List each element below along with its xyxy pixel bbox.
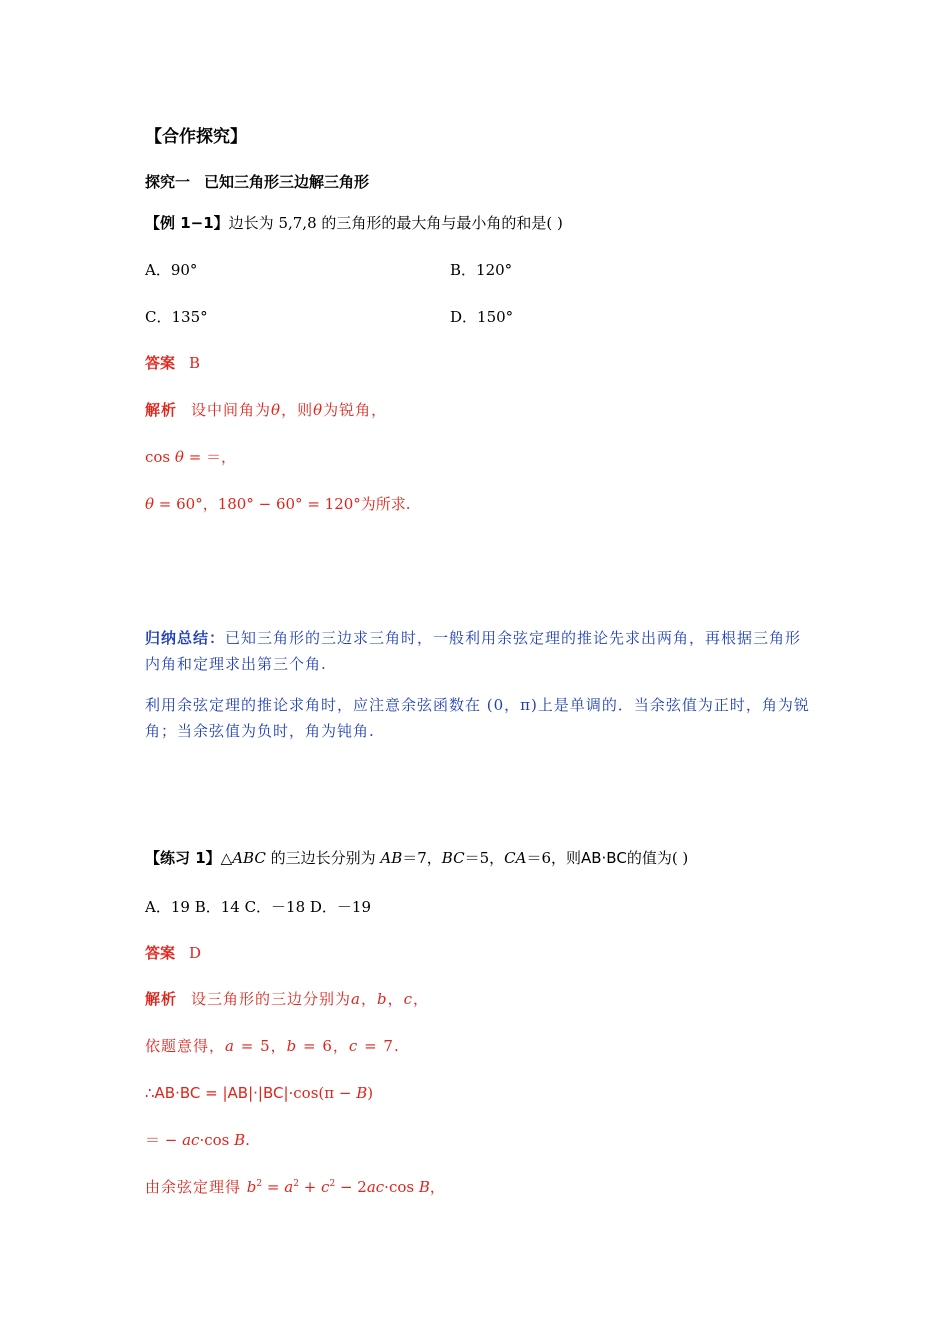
eq-sign: = xyxy=(262,1178,285,1196)
minus-term: − 2 xyxy=(335,1178,367,1196)
q-text: ＝7， xyxy=(402,849,442,867)
separator: ， xyxy=(387,990,404,1008)
var-a: a xyxy=(284,1178,294,1196)
cos-text: ·cos(π − xyxy=(288,1084,357,1102)
exponent: 2 xyxy=(256,1179,263,1189)
result-text: = 60°，180° − 60° = 120°为所求. xyxy=(154,495,411,513)
value-text: = 6， xyxy=(297,1037,349,1055)
exercise-analysis-line-3 xyxy=(145,1083,373,1103)
subsection-heading xyxy=(145,172,369,192)
answer-value: B xyxy=(189,354,201,372)
comma: ， xyxy=(429,1178,445,1196)
var-a: a xyxy=(225,1037,235,1055)
exponent: 2 xyxy=(329,1179,336,1189)
var-B: B xyxy=(234,1131,246,1149)
example-option-d: D．150° xyxy=(450,308,514,326)
paren: ) xyxy=(367,1084,374,1102)
cos-text: ·cos xyxy=(199,1131,235,1149)
cos-text: ·cos xyxy=(384,1178,419,1196)
vector-expression: AB·BC = |AB|·|BC| xyxy=(154,1084,289,1102)
var-a: a xyxy=(351,990,361,1008)
plus-sign: + xyxy=(298,1178,322,1196)
separator: ， xyxy=(413,990,430,1008)
exercise-analysis-line-2 xyxy=(145,1036,400,1056)
separator: ， xyxy=(360,990,377,1008)
theta-var: θ xyxy=(174,448,184,466)
example-question-text: 边长为 5,7,8 的三角形的最大角与最小角的和是( ) xyxy=(228,214,563,232)
example-option-c: C．135° xyxy=(145,308,208,326)
example-cos-line xyxy=(145,447,236,467)
var-c: c xyxy=(321,1178,330,1196)
var-b: b xyxy=(286,1037,298,1055)
var-ca: CA xyxy=(504,849,527,867)
vector-product: AB·BC xyxy=(580,849,627,867)
analysis-text: 由余弦定理得 xyxy=(145,1178,247,1196)
analysis-label: 解析 xyxy=(145,990,178,1008)
q-text: ＝5， xyxy=(464,849,505,867)
var-bc: BC xyxy=(441,849,465,867)
example-analysis-line-1 xyxy=(145,400,387,420)
example-option-b: B．120° xyxy=(450,261,513,279)
exercise-question xyxy=(145,848,688,868)
summary-label: 归纳总结： xyxy=(145,629,226,647)
example-result-line xyxy=(145,494,411,514)
triangle-symbol: △ xyxy=(220,849,233,867)
answer-label: 答案 xyxy=(145,944,176,962)
summary-paragraph-1 xyxy=(145,625,810,677)
q-text: 的三边长分别为 xyxy=(265,849,381,867)
analysis-text: ，则 xyxy=(281,401,314,419)
exercise-analysis-line-1 xyxy=(145,989,429,1009)
var-ac: ac xyxy=(366,1178,385,1196)
exercise-tag: 【练习 1】 xyxy=(145,849,221,867)
var-abc: ABC xyxy=(232,849,266,867)
theta-var: θ xyxy=(145,495,155,513)
example-answer xyxy=(145,353,200,373)
cos-text: cos xyxy=(145,448,171,466)
exercise-analysis-line-5 xyxy=(145,1177,445,1197)
var-B: B xyxy=(356,1084,368,1102)
q-text: ＝6，则 xyxy=(526,849,581,867)
theta-var: θ xyxy=(271,401,282,419)
value-text: = 5， xyxy=(234,1037,287,1055)
summary-text-1: 已知三角形的三边求三角时，一般利用余弦定理的推论先求出两角，再根据三角形内角和定理求出第三个角. xyxy=(145,629,802,673)
subsection-label: 探究一 xyxy=(145,173,191,191)
var-c: c xyxy=(348,1037,359,1055)
exercise-analysis-line-4 xyxy=(145,1130,250,1150)
cos-rest: = ＝， xyxy=(183,448,237,466)
analysis-text: 设三角形的三边分别为 xyxy=(191,990,352,1008)
summary-paragraph-2: 利用余弦定理的推论求角时，应注意余弦函数在 (0，π)上是单调的．当余弦值为正时，角为锐角；当余弦值为负时，角为钝角. xyxy=(145,696,810,740)
analysis-label: 解析 xyxy=(145,401,178,419)
example-tag: 【例 1−1】 xyxy=(145,214,229,232)
var-B: B xyxy=(418,1178,430,1196)
exercise-options: A．19 B．14 C．－18 D．－19 xyxy=(145,898,372,916)
analysis-text: 设中间角为 xyxy=(191,401,272,419)
eq-text: ＝ − xyxy=(145,1131,183,1149)
var-ab: AB xyxy=(380,849,403,867)
var-ac: ac xyxy=(182,1131,200,1149)
value-text: = 7. xyxy=(358,1037,400,1055)
therefore-symbol: ∴ xyxy=(145,1084,155,1102)
theta-var: θ xyxy=(313,401,324,419)
analysis-text: 为锐角， xyxy=(323,401,388,419)
var-b: b xyxy=(377,990,388,1008)
subsection-title: 已知三角形三边解三角形 xyxy=(204,173,370,191)
section-title: 【合作探究】 xyxy=(145,127,247,147)
answer-label: 答案 xyxy=(145,354,176,372)
exercise-answer xyxy=(145,943,201,963)
example-question xyxy=(145,213,563,233)
period: . xyxy=(245,1131,250,1149)
analysis-text: 依题意得， xyxy=(145,1037,226,1055)
var-b: b xyxy=(246,1178,257,1196)
var-c: c xyxy=(403,990,414,1008)
example-option-a: A．90° xyxy=(145,261,198,279)
q-text: 的值为( ) xyxy=(626,849,689,867)
answer-value: D xyxy=(189,944,202,962)
exponent: 2 xyxy=(293,1179,299,1189)
